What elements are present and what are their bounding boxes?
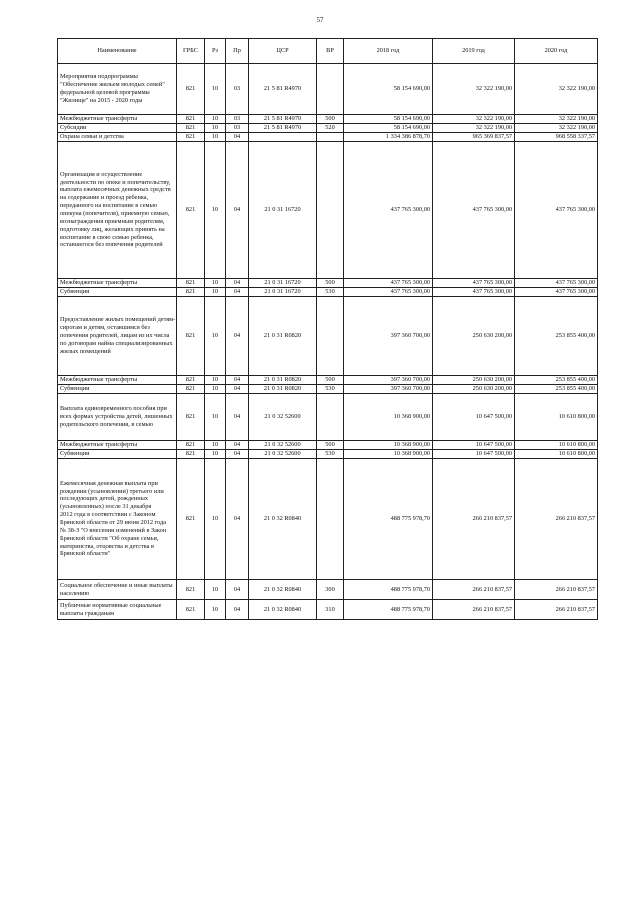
grbs-cell: 821 bbox=[177, 279, 205, 288]
row-name-line: опекуна (попечителя), приемную семью, bbox=[60, 210, 170, 217]
grbs-cell: 821 bbox=[177, 133, 205, 142]
csr-cell: 21 0 32 R0840 bbox=[249, 580, 317, 600]
amount-2020-cell: 266 210 837,57 bbox=[515, 580, 598, 600]
csr-cell: 21 5 81 R4970 bbox=[249, 115, 317, 124]
row-name-cell bbox=[58, 385, 177, 394]
grbs-cell: 821 bbox=[177, 297, 205, 376]
rz-cell: 10 bbox=[205, 297, 226, 376]
pr-cell: 04 bbox=[226, 450, 249, 459]
pr-cell: 03 bbox=[226, 115, 249, 124]
pr-cell: 04 bbox=[226, 441, 249, 450]
amount-2019-cell: 437 765 300,00 bbox=[433, 142, 515, 279]
amount-2019-cell: 32 322 190,00 bbox=[433, 64, 515, 115]
amount-2020-cell: 253 855 400,00 bbox=[515, 297, 598, 376]
row-name-line: Межбюджетные трансферты bbox=[60, 115, 138, 122]
csr-cell: 21 0 31 16720 bbox=[249, 279, 317, 288]
table-row bbox=[58, 580, 598, 600]
vr-cell: 300 bbox=[317, 580, 344, 600]
row-name-line: 2012 года в соответствии с Законом bbox=[60, 511, 156, 519]
grbs-cell: 821 bbox=[177, 450, 205, 459]
row-name-cell bbox=[58, 376, 177, 385]
row-name-line: федеральной целевой программы bbox=[60, 89, 150, 96]
row-name-line: всех формах устройства детей, лишенных bbox=[60, 413, 173, 421]
row-name-line: Субвенции bbox=[60, 385, 90, 392]
vr-cell: 500 bbox=[317, 441, 344, 450]
pr-cell: 04 bbox=[226, 297, 249, 376]
row-name-cell bbox=[58, 124, 177, 133]
csr-cell: 21 0 31 R0820 bbox=[249, 385, 317, 394]
row-name-cell bbox=[58, 64, 177, 115]
amount-2018-cell: 10 368 900,00 bbox=[344, 394, 433, 441]
amount-2018-cell: 1 334 386 878,70 bbox=[344, 133, 433, 142]
row-name-line: Предоставление жилых помещений детям- bbox=[60, 316, 176, 324]
amount-2019-cell: 250 630 200,00 bbox=[433, 385, 515, 394]
rz-cell: 10 bbox=[205, 279, 226, 288]
row-name-line: воспитание в свою семью ребенка, bbox=[60, 233, 154, 241]
table-row bbox=[58, 133, 598, 142]
rz-cell: 10 bbox=[205, 124, 226, 133]
row-name-line: выплаты гражданам bbox=[60, 609, 114, 617]
rz-cell: 10 bbox=[205, 600, 226, 620]
amount-2019-cell: 266 210 837,57 bbox=[433, 459, 515, 580]
row-name-line: Социальное обеспечение и иные выплаты bbox=[60, 581, 173, 589]
amount-2020-cell: 968 558 337,57 bbox=[515, 133, 598, 142]
row-name-cell bbox=[58, 600, 177, 620]
row-name-cell bbox=[58, 459, 177, 580]
row-name-line: попечения родителей, лицам из их числа bbox=[60, 332, 170, 340]
rz-cell: 10 bbox=[205, 450, 226, 459]
amount-2020-cell: 10 610 800,00 bbox=[515, 394, 598, 441]
csr-cell: 21 0 32 52600 bbox=[249, 394, 317, 441]
rz-cell: 10 bbox=[205, 580, 226, 600]
table-header bbox=[58, 39, 598, 64]
csr-cell: 21 0 32 52600 bbox=[249, 441, 317, 450]
amount-2019-cell: 266 210 837,57 bbox=[433, 580, 515, 600]
table-row bbox=[58, 600, 598, 620]
row-name-line: Брянской области от 29 июня 2012 года bbox=[60, 519, 167, 526]
row-name-line: родительского попечения, в семью bbox=[60, 420, 154, 428]
row-name-line: № 38-З "О внесении изменений в Закон bbox=[60, 526, 167, 534]
table-row bbox=[58, 142, 598, 279]
row-name-line: "Обеспечение жильем молодых семей" bbox=[60, 81, 165, 89]
row-name-cell bbox=[58, 133, 177, 142]
amount-2018-cell: 437 765 300,00 bbox=[344, 142, 433, 279]
rz-cell: 10 bbox=[205, 133, 226, 142]
header-2018: 2018 год bbox=[344, 39, 433, 64]
amount-2020-cell: 266 210 837,57 bbox=[515, 600, 598, 620]
row-name-line: деятельности по опеке и попечительству, bbox=[60, 178, 171, 186]
grbs-cell: 821 bbox=[177, 64, 205, 115]
amount-2019-cell: 965 369 837,57 bbox=[433, 133, 515, 142]
row-name-line: по договорам найма специализированных bbox=[60, 339, 173, 347]
amount-2019-cell: 250 630 200,00 bbox=[433, 376, 515, 385]
row-name-line: вознаграждения приемным родителям, bbox=[60, 217, 165, 225]
amount-2020-cell: 32 322 190,00 bbox=[515, 124, 598, 133]
row-name-line: Субвенции bbox=[60, 288, 90, 295]
amount-2020-cell: 437 765 300,00 bbox=[515, 279, 598, 288]
row-name-line: подготовку лиц, желающих принять на bbox=[60, 225, 165, 233]
row-name-line: жилых помещений bbox=[60, 347, 111, 355]
row-name-line: Межбюджетные трансферты bbox=[60, 279, 138, 286]
row-name-line: Организация и осуществление bbox=[60, 170, 143, 178]
pr-cell: 04 bbox=[226, 133, 249, 142]
csr-cell: 21 0 31 R0820 bbox=[249, 376, 317, 385]
table-row bbox=[58, 297, 598, 376]
row-name-cell bbox=[58, 580, 177, 600]
row-name-line: Ежемесячная денежная выплата при bbox=[60, 479, 158, 487]
table-row bbox=[58, 394, 598, 441]
vr-cell bbox=[317, 297, 344, 376]
table-row bbox=[58, 279, 598, 288]
row-name-line: на содержание и проезд ребенка, bbox=[60, 194, 149, 202]
row-name-line: (усыновленных) после 31 декабря bbox=[60, 503, 152, 511]
table-row bbox=[58, 385, 598, 394]
csr-cell: 21 0 32 R0840 bbox=[249, 600, 317, 620]
table-row bbox=[58, 115, 598, 124]
table-row bbox=[58, 459, 598, 580]
grbs-cell: 821 bbox=[177, 142, 205, 279]
row-name-line: Брянской области "Об охране семьи, bbox=[60, 534, 159, 542]
grbs-cell: 821 bbox=[177, 385, 205, 394]
row-name-cell bbox=[58, 142, 177, 279]
pr-cell: 04 bbox=[226, 459, 249, 580]
rz-cell: 10 bbox=[205, 385, 226, 394]
amount-2018-cell: 10 368 900,00 bbox=[344, 450, 433, 459]
budget-table bbox=[57, 38, 598, 620]
vr-cell: 500 bbox=[317, 376, 344, 385]
pr-cell: 04 bbox=[226, 394, 249, 441]
table-row bbox=[58, 288, 598, 297]
page-number: 57 bbox=[316, 16, 324, 24]
vr-cell: 530 bbox=[317, 450, 344, 459]
rz-cell: 10 bbox=[205, 142, 226, 279]
row-name-line: материнства, отцовства и детства в bbox=[60, 542, 155, 550]
table-row bbox=[58, 64, 598, 115]
row-name-cell bbox=[58, 115, 177, 124]
vr-cell bbox=[317, 394, 344, 441]
row-name-line: Межбюджетные трансферты bbox=[60, 441, 138, 448]
csr-cell: 21 5 81 R4970 bbox=[249, 124, 317, 133]
amount-2020-cell: 10 610 800,00 bbox=[515, 450, 598, 459]
row-name-line: оставшегося без попечения родителей bbox=[60, 241, 163, 249]
amount-2018-cell: 488 775 978,70 bbox=[344, 600, 433, 620]
row-name-line: Субвенции bbox=[60, 450, 90, 457]
row-name-cell bbox=[58, 394, 177, 441]
row-name-line: Брянской области" bbox=[60, 550, 111, 558]
row-name-line: Публичные нормативные социальные bbox=[60, 601, 162, 609]
amount-2019-cell: 437 765 300,00 bbox=[433, 279, 515, 288]
header-pr: Пр bbox=[226, 39, 249, 64]
header-rz: Рз bbox=[205, 39, 226, 64]
rz-cell: 10 bbox=[205, 64, 226, 115]
grbs-cell: 821 bbox=[177, 459, 205, 580]
csr-cell: 21 0 32 52600 bbox=[249, 450, 317, 459]
pr-cell: 03 bbox=[226, 64, 249, 115]
csr-cell: 21 0 32 R0840 bbox=[249, 459, 317, 580]
csr-cell bbox=[249, 133, 317, 142]
amount-2018-cell: 488 775 978,70 bbox=[344, 580, 433, 600]
row-name-line: выплата ежемесячных денежных средств bbox=[60, 186, 171, 194]
table-row bbox=[58, 124, 598, 133]
amount-2018-cell: 58 154 690,00 bbox=[344, 124, 433, 133]
amount-2018-cell: 397 360 700,00 bbox=[344, 297, 433, 376]
amount-2019-cell: 437 765 300,00 bbox=[433, 288, 515, 297]
amount-2018-cell: 397 360 700,00 bbox=[344, 385, 433, 394]
pr-cell: 04 bbox=[226, 385, 249, 394]
header-2019: 2019 год bbox=[433, 39, 515, 64]
header-2020: 2020 год bbox=[515, 39, 598, 64]
amount-2020-cell: 266 210 837,57 bbox=[515, 459, 598, 580]
row-name-cell bbox=[58, 279, 177, 288]
header-vr: ВР bbox=[317, 39, 344, 64]
row-name-cell bbox=[58, 441, 177, 450]
amount-2018-cell: 58 154 690,00 bbox=[344, 64, 433, 115]
amount-2020-cell: 253 855 400,00 bbox=[515, 376, 598, 385]
pr-cell: 04 bbox=[226, 376, 249, 385]
row-name-cell bbox=[58, 297, 177, 376]
vr-cell bbox=[317, 64, 344, 115]
row-name-line: Мероприятия подпрограммы bbox=[60, 73, 138, 81]
row-name-line: Охрана семьи и детства bbox=[60, 133, 124, 140]
row-name-line: Межбюджетные трансферты bbox=[60, 376, 138, 383]
vr-cell bbox=[317, 459, 344, 580]
csr-cell: 21 0 31 16720 bbox=[249, 142, 317, 279]
grbs-cell: 821 bbox=[177, 600, 205, 620]
pr-cell: 04 bbox=[226, 142, 249, 279]
pr-cell: 04 bbox=[226, 288, 249, 297]
pr-cell: 03 bbox=[226, 124, 249, 133]
pr-cell: 04 bbox=[226, 580, 249, 600]
amount-2019-cell: 10 647 500,00 bbox=[433, 450, 515, 459]
table-row bbox=[58, 450, 598, 459]
amount-2019-cell: 32 322 190,00 bbox=[433, 115, 515, 124]
rz-cell: 10 bbox=[205, 441, 226, 450]
rz-cell: 10 bbox=[205, 115, 226, 124]
amount-2018-cell: 488 775 978,70 bbox=[344, 459, 433, 580]
amount-2019-cell: 10 647 500,00 bbox=[433, 441, 515, 450]
amount-2019-cell: 250 630 200,00 bbox=[433, 297, 515, 376]
amount-2018-cell: 397 360 700,00 bbox=[344, 376, 433, 385]
amount-2019-cell: 266 210 837,57 bbox=[433, 600, 515, 620]
amount-2020-cell: 437 765 300,00 bbox=[515, 288, 598, 297]
row-name-cell bbox=[58, 288, 177, 297]
rz-cell: 10 bbox=[205, 394, 226, 441]
amount-2018-cell: 58 154 690,00 bbox=[344, 115, 433, 124]
amount-2018-cell: 437 765 300,00 bbox=[344, 288, 433, 297]
table-body bbox=[58, 64, 598, 620]
grbs-cell: 821 bbox=[177, 394, 205, 441]
amount-2020-cell: 253 855 400,00 bbox=[515, 385, 598, 394]
csr-cell: 21 0 31 R0820 bbox=[249, 297, 317, 376]
vr-cell: 530 bbox=[317, 385, 344, 394]
vr-cell: 500 bbox=[317, 279, 344, 288]
amount-2020-cell: 32 322 190,00 bbox=[515, 64, 598, 115]
amount-2019-cell: 32 322 190,00 bbox=[433, 124, 515, 133]
csr-cell: 21 0 31 16720 bbox=[249, 288, 317, 297]
vr-cell: 520 bbox=[317, 124, 344, 133]
grbs-cell: 821 bbox=[177, 441, 205, 450]
table-row bbox=[58, 441, 598, 450]
pr-cell: 04 bbox=[226, 279, 249, 288]
amount-2020-cell: 32 322 190,00 bbox=[515, 115, 598, 124]
row-name-line: последующих детей, рожденных bbox=[60, 495, 148, 503]
vr-cell: 500 bbox=[317, 115, 344, 124]
rz-cell: 10 bbox=[205, 376, 226, 385]
grbs-cell: 821 bbox=[177, 580, 205, 600]
vr-cell: 310 bbox=[317, 600, 344, 620]
row-name-line: Субсидии bbox=[60, 124, 87, 131]
row-name-line: Выплата единовременного пособия при bbox=[60, 405, 167, 413]
row-name-line: "Жилище" на 2015 - 2020 годы bbox=[60, 96, 143, 104]
amount-2018-cell: 437 765 300,00 bbox=[344, 279, 433, 288]
row-name-line: переданного на воспитание в семью bbox=[60, 202, 158, 210]
csr-cell: 21 5 81 R4970 bbox=[249, 64, 317, 115]
row-name-line: населению bbox=[60, 589, 90, 597]
grbs-cell: 821 bbox=[177, 115, 205, 124]
header-grbs: ГРБС bbox=[177, 39, 205, 64]
grbs-cell: 821 bbox=[177, 376, 205, 385]
vr-cell bbox=[317, 142, 344, 279]
table-row bbox=[58, 376, 598, 385]
vr-cell bbox=[317, 133, 344, 142]
grbs-cell: 821 bbox=[177, 288, 205, 297]
amount-2020-cell: 10 610 800,00 bbox=[515, 441, 598, 450]
amount-2020-cell: 437 765 300,00 bbox=[515, 142, 598, 279]
header-csr: ЦСР bbox=[249, 39, 317, 64]
pr-cell: 04 bbox=[226, 600, 249, 620]
grbs-cell: 821 bbox=[177, 124, 205, 133]
rz-cell: 10 bbox=[205, 459, 226, 580]
amount-2018-cell: 10 368 900,00 bbox=[344, 441, 433, 450]
amount-2019-cell: 10 647 500,00 bbox=[433, 394, 515, 441]
rz-cell: 10 bbox=[205, 288, 226, 297]
row-name-cell bbox=[58, 450, 177, 459]
vr-cell: 530 bbox=[317, 288, 344, 297]
row-name-line: рождении (усыновлении) третьего или bbox=[60, 487, 164, 495]
row-name-line: сиротам и детям, оставшимся без bbox=[60, 324, 150, 332]
header-name: Наименование bbox=[58, 39, 177, 64]
